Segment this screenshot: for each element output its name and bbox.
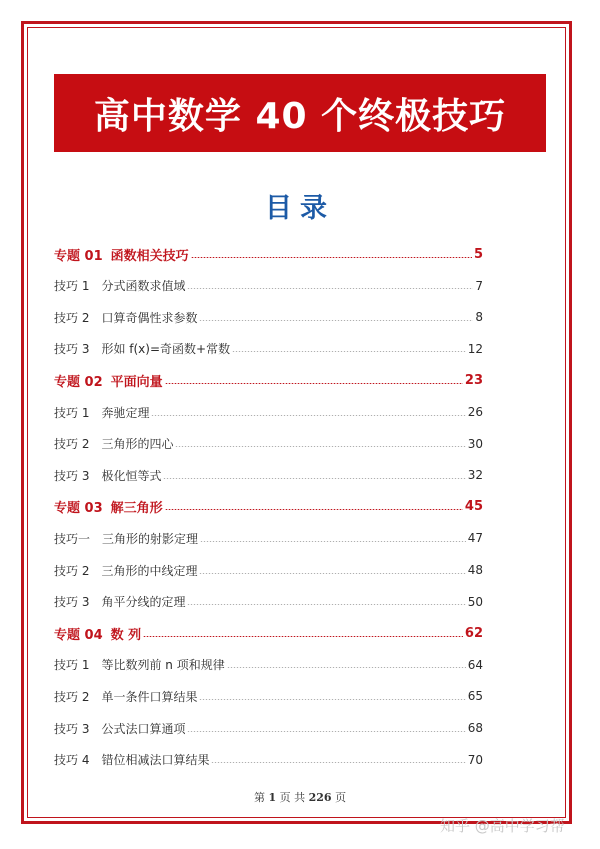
toc-entry-title: 解三角形: [110, 501, 163, 517]
toc-entry-prefix: 专题 04: [54, 627, 103, 643]
toc-page-number: 70: [467, 752, 483, 767]
toc-page-number: 32: [467, 468, 483, 483]
toc-leader-dots: [199, 320, 473, 321]
toc-entry-label: [54, 340, 230, 357]
toc-leader-dots: [200, 541, 466, 542]
toc-leader-dots: [227, 667, 466, 668]
toc-entry-label: [54, 435, 173, 452]
toc-page-number: 8: [475, 310, 483, 325]
toc-page-number: 23: [464, 372, 483, 388]
toc-entry-title: 三角形的中线定理: [101, 563, 198, 578]
toc-entry-label: [54, 404, 149, 421]
footer-current-page: 1: [268, 791, 277, 804]
toc-entry-title: 等比数列前 n 项和规律: [101, 658, 225, 673]
toc-entry-label: [54, 245, 189, 264]
toc-item-row[interactable]: [54, 434, 483, 454]
toc-entry-prefix: 技巧 1: [54, 658, 90, 673]
toc-entry-prefix: 专题 03: [54, 501, 103, 517]
toc-page-number: 47: [467, 531, 483, 546]
toc-item-row[interactable]: [54, 592, 483, 612]
toc-entry-label: [54, 277, 185, 294]
toc-page-number: 30: [467, 436, 483, 451]
toc-item-row[interactable]: [54, 339, 483, 359]
toc-entry-prefix: 技巧 4: [54, 753, 90, 768]
toc-leader-dots: [211, 762, 465, 763]
toc-entry-label: [54, 467, 161, 484]
toc-entry-prefix: 技巧 1: [54, 279, 90, 294]
toc-page-number: 64: [467, 657, 483, 672]
toc-entry-prefix: 技巧 2: [54, 437, 90, 452]
toc-entry-label: [54, 656, 225, 673]
document-title: 高中数学 40 个终极技巧: [93, 95, 507, 137]
toc-leader-dots: [199, 573, 465, 574]
page-footer: [0, 789, 600, 805]
toc-leader-dots: [143, 636, 463, 637]
toc-entry-prefix: 技巧 3: [54, 595, 90, 610]
toc-entry-label: [54, 593, 185, 610]
toc-entry-title: 分式函数求值域: [101, 279, 186, 294]
toc-page-number: 7: [475, 278, 483, 293]
toc-entry-prefix: 技巧 2: [54, 689, 90, 704]
toc-entry-label: [54, 530, 198, 547]
toc-entry-title: 平面向量: [110, 374, 163, 390]
toc-page-number: 48: [467, 563, 483, 577]
toc-page-number: 5: [473, 246, 483, 262]
toc-entry-label: [54, 624, 141, 643]
toc-page-number: 68: [467, 721, 483, 735]
toc-chapter-row[interactable]: [54, 244, 483, 264]
footer-mid: 页 共: [279, 791, 306, 804]
footer-post: 页: [335, 791, 347, 804]
toc-leader-dots: [163, 478, 465, 479]
toc-leader-dots: [165, 509, 463, 510]
toc-entry-prefix: 技巧 3: [54, 468, 90, 483]
toc-entry-label: [54, 688, 197, 705]
toc-item-row[interactable]: [54, 465, 483, 485]
toc-entry-prefix: 技巧一: [54, 531, 91, 546]
toc-item-row[interactable]: [54, 655, 483, 675]
toc-entry-title: 极化恒等式: [101, 468, 162, 483]
toc-entry-label: [54, 371, 163, 390]
toc-entry-prefix: 技巧 2: [54, 310, 90, 325]
toc-entry-title: 奔驰定理: [101, 405, 150, 420]
toc-entry-label: [54, 309, 197, 326]
title-banner: [54, 74, 546, 152]
toc-item-row[interactable]: [54, 686, 483, 706]
toc-entry-title: 函数相关技巧: [110, 248, 189, 264]
toc-item-row[interactable]: [54, 750, 483, 770]
toc-page-number: 45: [464, 499, 483, 515]
toc-entry-title: 角平分线的定理: [101, 595, 186, 610]
toc-heading: 目录: [265, 193, 335, 224]
toc-chapter-row[interactable]: [54, 497, 483, 517]
toc-page-number: 62: [464, 625, 483, 641]
toc-entry-label: [54, 751, 209, 768]
toc-item-row[interactable]: [54, 718, 483, 738]
toc-entry-title: 单一条件口算结果: [101, 689, 198, 704]
toc-entry-prefix: 技巧 3: [54, 721, 90, 736]
toc-entry-prefix: 专题 02: [54, 374, 103, 390]
toc-entry-title: 三角形的射影定理: [102, 531, 199, 546]
toc-leader-dots: [187, 288, 473, 289]
toc-chapter-row[interactable]: [54, 623, 483, 643]
watermark: 知乎 @高中学习帮: [440, 817, 565, 835]
toc-entry-title: 数 列: [110, 627, 142, 643]
toc-entry-label: [54, 720, 185, 737]
toc-leader-dots: [191, 257, 472, 258]
toc-entry-title: 形如 f(x)=奇函数+常数: [101, 342, 231, 357]
toc-entry-title: 三角形的四心: [101, 437, 174, 452]
toc-entry-label: [54, 562, 197, 579]
toc-entry-title: 公式法口算通项: [101, 721, 186, 736]
toc-page-number: 12: [467, 341, 483, 356]
toc-entry-label: [54, 497, 163, 516]
toc-entry-prefix: 专题 01: [54, 248, 103, 264]
toc-entry-prefix: 技巧 1: [54, 405, 90, 420]
footer-total-pages: 226: [308, 791, 332, 804]
toc-leader-dots: [187, 604, 465, 605]
toc-entry-title: 错位相减法口算结果: [101, 753, 210, 768]
toc-leader-dots: [199, 699, 465, 700]
toc-item-row[interactable]: [54, 276, 483, 296]
toc-entry-prefix: 技巧 3: [54, 342, 90, 357]
toc-leader-dots: [187, 731, 465, 732]
toc-page-number: 26: [467, 405, 483, 419]
toc-page-number: 50: [467, 594, 483, 609]
toc-leader-dots: [175, 446, 465, 447]
toc-leader-dots: [151, 415, 465, 416]
footer-pre: 第: [253, 791, 265, 804]
toc-entry-title: 口算奇偶性求参数: [101, 310, 198, 325]
toc-item-row[interactable]: [54, 402, 483, 422]
toc-leader-dots: [165, 383, 463, 384]
toc-page-number: 65: [467, 689, 483, 704]
toc-item-row[interactable]: [54, 560, 483, 580]
toc-leader-dots: [232, 351, 466, 352]
toc-item-row[interactable]: [54, 307, 483, 327]
toc-entry-prefix: 技巧 2: [54, 563, 90, 578]
toc-chapter-row[interactable]: [54, 370, 483, 390]
toc-item-row[interactable]: [54, 528, 483, 548]
